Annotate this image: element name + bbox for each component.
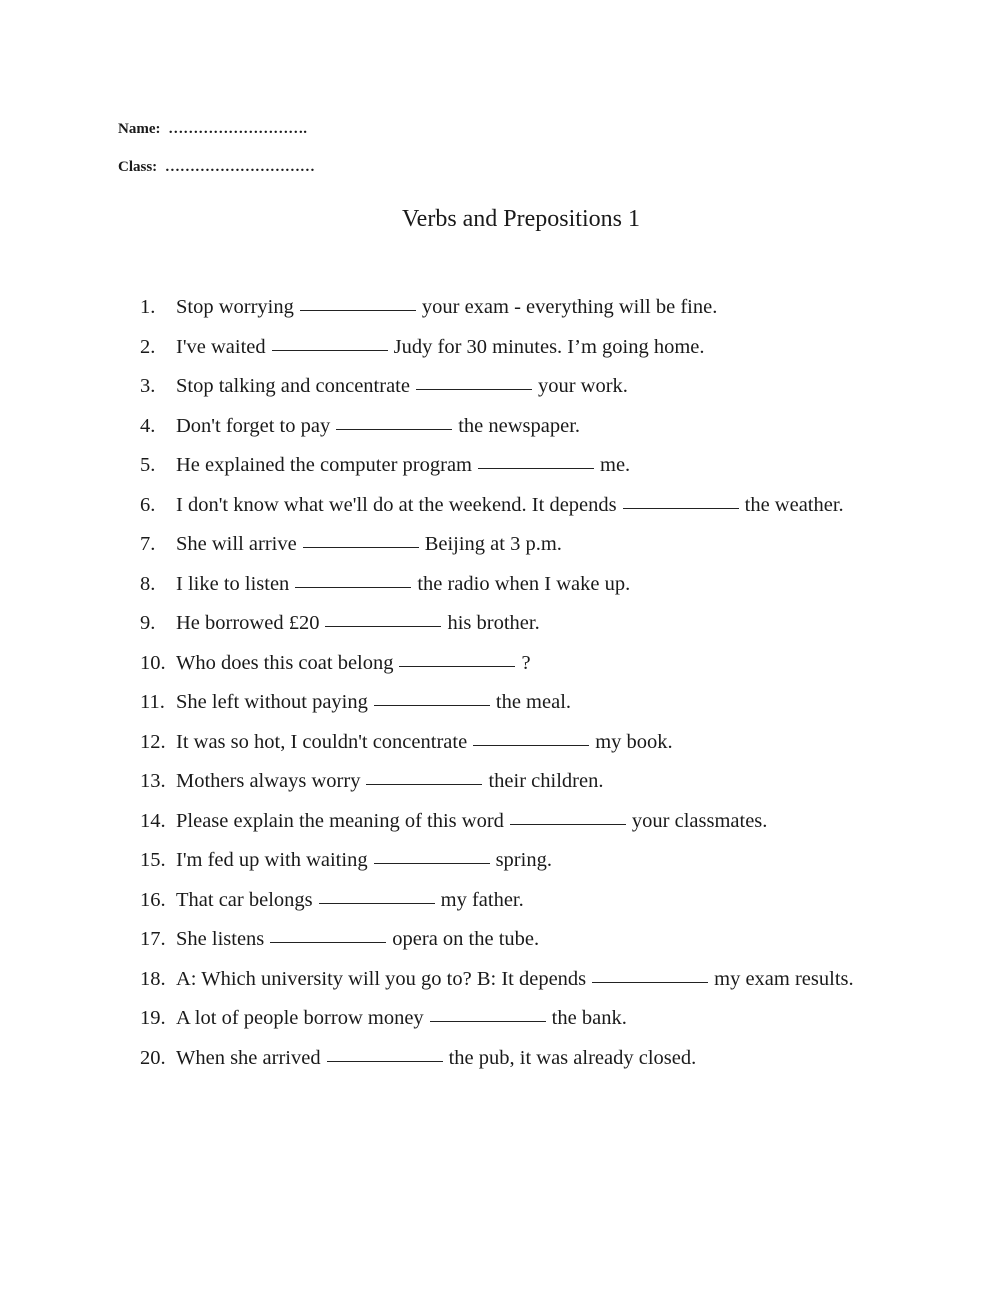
question-number: 14. (140, 809, 166, 832)
question-text (176, 565, 860, 605)
question-text (176, 881, 860, 921)
answer-blank[interactable] (430, 1020, 546, 1022)
question-text-after: Judy for 30 minutes. I’m going home. (393, 335, 705, 358)
question-number: 20. (140, 1046, 166, 1069)
question-text (176, 328, 860, 368)
question-text-before: He borrowed £20 (176, 612, 320, 634)
question-text (176, 604, 860, 644)
question-text-before: I don't know what we'll do at the weekend. It depends (176, 493, 617, 516)
question-text (176, 999, 860, 1039)
question-text-before: When she arrived (176, 1046, 321, 1069)
question-item (140, 841, 860, 881)
name-dots: ………………………. (168, 121, 307, 137)
question-number: 19. (140, 1007, 166, 1029)
question-item (140, 565, 860, 605)
answer-blank[interactable] (272, 349, 388, 351)
question-text (176, 486, 860, 526)
question-text-after: the pub, it was already closed. (448, 1046, 697, 1069)
question-text (176, 920, 860, 960)
question-text-before: That car belongs (176, 888, 313, 911)
question-text-after: the radio when I wake up. (417, 572, 631, 595)
answer-blank[interactable] (510, 823, 626, 825)
class-field (118, 157, 315, 177)
question-text-before: A lot of people borrow money (176, 1007, 424, 1029)
answer-blank[interactable] (325, 625, 441, 627)
question-text (176, 683, 860, 723)
question-text (176, 407, 860, 447)
question-text (176, 802, 860, 842)
question-text-before: I've waited (176, 335, 266, 358)
answer-blank[interactable] (623, 507, 739, 509)
answer-blank[interactable] (416, 388, 532, 390)
question-item (140, 802, 860, 842)
question-text-after: ? (521, 651, 531, 674)
question-item (140, 288, 860, 328)
class-dots: ………………………… (164, 159, 315, 175)
question-text-before: Stop talking and concentrate (176, 375, 410, 397)
question-text (176, 367, 860, 407)
question-number: 11. (140, 691, 165, 713)
question-number: 17. (140, 928, 166, 950)
question-text (176, 841, 860, 881)
answer-blank[interactable] (327, 1060, 443, 1062)
name-field (118, 119, 307, 139)
page-title: Verbs and Prepositions 1 (402, 206, 640, 232)
question-item (140, 328, 860, 368)
question-text-after: the meal. (495, 691, 572, 713)
question-item (140, 644, 860, 684)
answer-blank[interactable] (366, 783, 482, 785)
answer-blank[interactable] (270, 941, 386, 943)
question-text-before: Please explain the meaning of this word (176, 809, 504, 832)
question-number: 15. (140, 849, 166, 871)
question-text (176, 525, 860, 565)
question-item (140, 446, 860, 486)
answer-blank[interactable] (295, 586, 411, 588)
answer-blank[interactable] (319, 902, 435, 904)
question-text-before: Who does this coat belong (176, 651, 394, 674)
question-text-before: Mothers always worry (176, 770, 361, 792)
question-text-before: I like to listen (176, 572, 290, 595)
question-text (176, 723, 860, 763)
answer-blank[interactable] (473, 744, 589, 746)
class-label: Class: (118, 159, 158, 175)
question-text-after: spring. (495, 849, 552, 871)
question-item (140, 486, 860, 526)
answer-blank[interactable] (374, 704, 490, 706)
answer-blank[interactable] (399, 665, 515, 667)
question-text-after: me. (600, 454, 631, 476)
question-item (140, 723, 860, 763)
question-number: 2. (140, 335, 156, 358)
question-text-after: your classmates. (631, 809, 768, 832)
question-text-after: opera on the tube. (392, 928, 540, 950)
question-text-after: the weather. (744, 493, 844, 516)
question-text-after: my father. (440, 888, 524, 911)
question-number: 3. (140, 375, 156, 397)
question-text-before: Don't forget to pay (176, 414, 331, 437)
question-number: 8. (140, 572, 156, 595)
question-text (176, 1039, 860, 1079)
question-text-after: his brother. (447, 612, 540, 634)
question-number: 13. (140, 770, 166, 792)
question-text-before: It was so hot, I couldn't concentrate (176, 730, 468, 753)
question-text-after: the newspaper. (458, 414, 581, 437)
question-item (140, 525, 860, 565)
question-item (140, 604, 860, 644)
question-item (140, 407, 860, 447)
question-number: 4. (140, 414, 156, 437)
question-item (140, 367, 860, 407)
question-number: 7. (140, 533, 156, 555)
question-text-before: I'm fed up with waiting (176, 849, 368, 871)
question-text-before: A: Which university will you go to? B: It depends (176, 967, 587, 990)
question-item (140, 881, 860, 921)
question-text (176, 288, 860, 328)
question-text-after: your work. (537, 375, 628, 397)
question-text-before: He explained the computer program (176, 454, 472, 476)
question-text-after: my exam results. (714, 967, 854, 990)
question-text (176, 446, 860, 486)
question-text-after: my book. (595, 730, 673, 753)
question-text-after: the bank. (551, 1007, 627, 1029)
question-text (176, 960, 860, 1000)
answer-blank[interactable] (300, 309, 416, 311)
answer-blank[interactable] (336, 428, 452, 430)
question-number: 5. (140, 454, 156, 476)
question-text-after: your exam - everything will be fine. (421, 296, 718, 318)
question-number: 12. (140, 730, 166, 753)
question-number: 1. (140, 296, 156, 318)
question-item (140, 920, 860, 960)
question-number: 18. (140, 967, 166, 990)
question-list (140, 288, 860, 1078)
question-text-before: She listens (176, 928, 265, 950)
answer-blank[interactable] (303, 546, 419, 548)
question-item (140, 683, 860, 723)
question-text (176, 644, 860, 684)
question-item (140, 960, 860, 1000)
answer-blank[interactable] (478, 467, 594, 469)
question-number: 9. (140, 612, 156, 634)
question-item (140, 1039, 860, 1079)
question-number: 16. (140, 888, 166, 911)
question-item (140, 999, 860, 1039)
question-text-after: Beijing at 3 p.m. (424, 533, 562, 555)
question-text-before: Stop worrying (176, 296, 294, 318)
name-label: Name: (118, 121, 161, 137)
question-text-after: their children. (488, 770, 604, 792)
answer-blank[interactable] (374, 862, 490, 864)
question-number: 6. (140, 493, 156, 516)
question-text-before: She will arrive (176, 533, 297, 555)
question-text (176, 762, 860, 802)
question-text-before: She left without paying (176, 691, 368, 713)
question-number: 10. (140, 651, 166, 674)
question-item (140, 762, 860, 802)
answer-blank[interactable] (592, 981, 708, 983)
